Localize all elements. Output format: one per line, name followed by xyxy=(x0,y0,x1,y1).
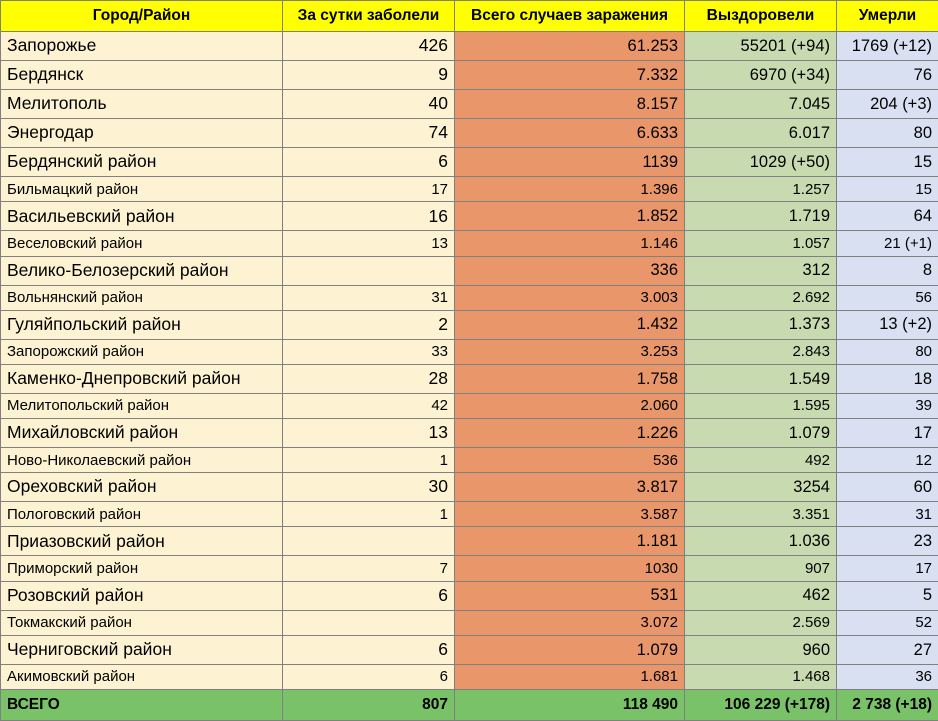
cell-deaths: 64 xyxy=(837,202,938,231)
column-header-total-cases: Всего случаев заражения xyxy=(455,1,685,32)
cell-region: Акимовский район xyxy=(1,664,283,689)
cell-daily-cases: 31 xyxy=(283,285,455,310)
table-row xyxy=(1,119,938,148)
cell-region: Ореховский район xyxy=(1,473,283,502)
table-row xyxy=(1,393,938,418)
cell-region: Бердянский район xyxy=(1,148,283,177)
cell-total-cases: 2.060 xyxy=(455,393,685,418)
cell-recovered: 3254 xyxy=(685,473,837,502)
cell-deaths: 15 xyxy=(837,148,938,177)
cell-daily-cases: 13 xyxy=(283,419,455,448)
total-row-label: ВСЕГО xyxy=(1,690,283,721)
cell-total-cases: 1.079 xyxy=(455,635,685,664)
cell-daily-cases: 7 xyxy=(283,556,455,581)
cell-recovered: 907 xyxy=(685,556,837,581)
cell-deaths: 60 xyxy=(837,473,938,502)
cell-recovered: 3.351 xyxy=(685,502,837,527)
table-row xyxy=(1,610,938,635)
table-row xyxy=(1,32,938,61)
cell-total-cases: 1.852 xyxy=(455,202,685,231)
cell-recovered: 462 xyxy=(685,581,837,610)
cell-total-cases: 6.633 xyxy=(455,119,685,148)
cell-region: Запорожье xyxy=(1,32,283,61)
cell-recovered: 1.373 xyxy=(685,310,837,339)
table-row xyxy=(1,177,938,202)
cell-region: Ново-Николаевский район xyxy=(1,448,283,473)
cell-deaths: 12 xyxy=(837,448,938,473)
cell-total-cases: 3.253 xyxy=(455,339,685,364)
table-row xyxy=(1,256,938,285)
cell-deaths: 17 xyxy=(837,556,938,581)
table-row xyxy=(1,148,938,177)
cell-region: Велико-Белозерский район xyxy=(1,256,283,285)
cell-region: Энергодар xyxy=(1,119,283,148)
cell-daily-cases: 9 xyxy=(283,61,455,90)
cell-deaths: 5 xyxy=(837,581,938,610)
cell-daily-cases: 2 xyxy=(283,310,455,339)
cell-recovered: 1.257 xyxy=(685,177,837,202)
total-row xyxy=(1,690,938,721)
table-header-row xyxy=(1,1,938,32)
cell-deaths: 204 (+3) xyxy=(837,90,938,119)
cell-region: Веселовский район xyxy=(1,231,283,256)
table-row xyxy=(1,90,938,119)
cell-recovered: 2.569 xyxy=(685,610,837,635)
cell-recovered: 1.595 xyxy=(685,393,837,418)
cell-daily-cases: 6 xyxy=(283,148,455,177)
cell-deaths: 1769 (+12) xyxy=(837,32,938,61)
cell-region: Мелитополь xyxy=(1,90,283,119)
cell-total-cases: 536 xyxy=(455,448,685,473)
cell-recovered: 1.549 xyxy=(685,364,837,393)
cell-deaths: 27 xyxy=(837,635,938,664)
cell-daily-cases: 426 xyxy=(283,32,455,61)
cell-recovered: 1.468 xyxy=(685,664,837,689)
cell-recovered: 1.719 xyxy=(685,202,837,231)
cell-total-cases: 1139 xyxy=(455,148,685,177)
cell-daily-cases xyxy=(283,610,455,635)
cell-deaths: 39 xyxy=(837,393,938,418)
table-row xyxy=(1,202,938,231)
cell-recovered: 6970 (+34) xyxy=(685,61,837,90)
cell-deaths: 15 xyxy=(837,177,938,202)
cell-total-cases: 1.681 xyxy=(455,664,685,689)
cell-daily-cases: 33 xyxy=(283,339,455,364)
total-row-total: 118 490 xyxy=(455,690,685,721)
cell-region: Токмакский район xyxy=(1,610,283,635)
cell-daily-cases xyxy=(283,256,455,285)
cell-total-cases: 1.146 xyxy=(455,231,685,256)
cell-region: Каменко-Днепровский район xyxy=(1,364,283,393)
cell-deaths: 56 xyxy=(837,285,938,310)
cell-daily-cases: 28 xyxy=(283,364,455,393)
total-row-daily: 807 xyxy=(283,690,455,721)
cell-daily-cases: 1 xyxy=(283,502,455,527)
cell-total-cases: 7.332 xyxy=(455,61,685,90)
column-header-region: Город/Район xyxy=(1,1,283,32)
cell-recovered: 1.079 xyxy=(685,419,837,448)
cell-daily-cases: 42 xyxy=(283,393,455,418)
table-row xyxy=(1,339,938,364)
cell-total-cases: 1030 xyxy=(455,556,685,581)
cell-deaths: 17 xyxy=(837,419,938,448)
cell-total-cases: 1.432 xyxy=(455,310,685,339)
cell-deaths: 13 (+2) xyxy=(837,310,938,339)
column-header-recovered: Выздоровели xyxy=(685,1,837,32)
table-body xyxy=(1,32,938,690)
cell-daily-cases: 30 xyxy=(283,473,455,502)
cell-daily-cases: 6 xyxy=(283,664,455,689)
table-row xyxy=(1,527,938,556)
cell-deaths: 8 xyxy=(837,256,938,285)
table-row xyxy=(1,556,938,581)
cell-recovered: 6.017 xyxy=(685,119,837,148)
cell-daily-cases: 74 xyxy=(283,119,455,148)
cell-total-cases: 531 xyxy=(455,581,685,610)
cell-region: Приазовский район xyxy=(1,527,283,556)
cell-recovered: 1.036 xyxy=(685,527,837,556)
cell-region: Приморский район xyxy=(1,556,283,581)
cell-region: Розовский район xyxy=(1,581,283,610)
table-row xyxy=(1,61,938,90)
cell-deaths: 76 xyxy=(837,61,938,90)
table-row xyxy=(1,231,938,256)
cell-region: Мелитопольский район xyxy=(1,393,283,418)
cell-region: Пологовский район xyxy=(1,502,283,527)
table-row xyxy=(1,285,938,310)
cell-region: Запорожский район xyxy=(1,339,283,364)
cell-recovered: 1029 (+50) xyxy=(685,148,837,177)
cell-recovered: 2.843 xyxy=(685,339,837,364)
cell-recovered: 1.057 xyxy=(685,231,837,256)
cell-region: Васильевский район xyxy=(1,202,283,231)
cell-deaths: 23 xyxy=(837,527,938,556)
column-header-deaths: Умерли xyxy=(837,1,938,32)
cell-deaths: 80 xyxy=(837,119,938,148)
cell-recovered: 312 xyxy=(685,256,837,285)
table-row xyxy=(1,473,938,502)
cell-total-cases: 1.758 xyxy=(455,364,685,393)
cell-total-cases: 1.181 xyxy=(455,527,685,556)
table-row xyxy=(1,581,938,610)
table-row xyxy=(1,448,938,473)
cell-region: Вольнянский район xyxy=(1,285,283,310)
cell-daily-cases: 6 xyxy=(283,581,455,610)
table-footer xyxy=(1,690,938,721)
cell-daily-cases: 13 xyxy=(283,231,455,256)
cell-total-cases: 3.817 xyxy=(455,473,685,502)
cell-deaths: 31 xyxy=(837,502,938,527)
cell-region: Михайловский район xyxy=(1,419,283,448)
cell-region: Бильмацкий район xyxy=(1,177,283,202)
cell-region: Гуляйпольский район xyxy=(1,310,283,339)
cell-deaths: 21 (+1) xyxy=(837,231,938,256)
cell-recovered: 960 xyxy=(685,635,837,664)
cell-total-cases: 61.253 xyxy=(455,32,685,61)
cell-recovered: 492 xyxy=(685,448,837,473)
cell-deaths: 52 xyxy=(837,610,938,635)
column-header-daily-cases: За сутки заболели xyxy=(283,1,455,32)
cell-daily-cases xyxy=(283,527,455,556)
cell-total-cases: 8.157 xyxy=(455,90,685,119)
cell-daily-cases: 6 xyxy=(283,635,455,664)
cell-total-cases: 3.072 xyxy=(455,610,685,635)
cell-deaths: 36 xyxy=(837,664,938,689)
cell-total-cases: 336 xyxy=(455,256,685,285)
cell-recovered: 55201 (+94) xyxy=(685,32,837,61)
cell-region: Бердянск xyxy=(1,61,283,90)
total-row-deaths: 2 738 (+18) xyxy=(837,690,938,721)
cell-daily-cases: 1 xyxy=(283,448,455,473)
cell-region: Черниговский район xyxy=(1,635,283,664)
cell-total-cases: 1.226 xyxy=(455,419,685,448)
cell-total-cases: 3.003 xyxy=(455,285,685,310)
table-row xyxy=(1,310,938,339)
cell-recovered: 7.045 xyxy=(685,90,837,119)
cell-total-cases: 3.587 xyxy=(455,502,685,527)
cell-recovered: 2.692 xyxy=(685,285,837,310)
table-row xyxy=(1,364,938,393)
total-row-recovered: 106 229 (+178) xyxy=(685,690,837,721)
cell-deaths: 80 xyxy=(837,339,938,364)
cell-total-cases: 1.396 xyxy=(455,177,685,202)
table-row xyxy=(1,635,938,664)
table-row xyxy=(1,419,938,448)
cell-daily-cases: 16 xyxy=(283,202,455,231)
cell-daily-cases: 17 xyxy=(283,177,455,202)
cell-daily-cases: 40 xyxy=(283,90,455,119)
table-row xyxy=(1,502,938,527)
table-header xyxy=(1,1,938,32)
cell-deaths: 18 xyxy=(837,364,938,393)
table-row xyxy=(1,664,938,689)
